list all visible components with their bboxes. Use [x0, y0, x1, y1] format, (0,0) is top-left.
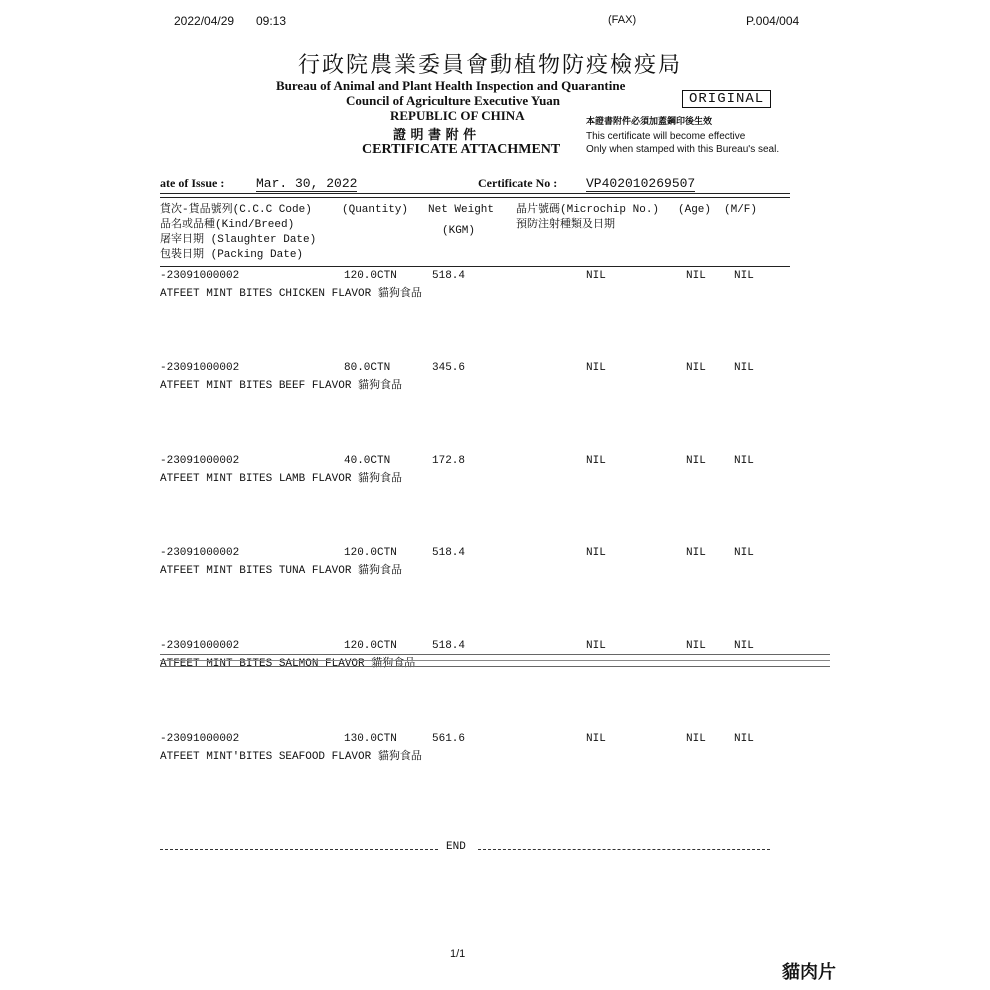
row-sex: NIL [734, 733, 754, 745]
row-sex: NIL [734, 640, 754, 652]
column-vaccine-line: 預防注射種類及日期 [516, 219, 615, 231]
issue-date-label: ate of Issue : [160, 176, 225, 190]
row-microchip: NIL [586, 547, 606, 559]
row-quantity: 120.0CTN [344, 640, 397, 652]
row-age: NIL [686, 455, 706, 467]
column-code-line: 貨次-貨品號列(C.C.C Code) [160, 204, 312, 216]
column-microchip-header [516, 203, 659, 233]
council-name: Council of Agriculture Executive Yuan [346, 93, 561, 108]
column-weight-header [428, 203, 494, 239]
column-code-header [160, 203, 316, 263]
row-microchip: NIL [586, 362, 606, 374]
column-slaughter-line: 屠宰日期 (Slaughter Date) [160, 234, 317, 246]
row-weight: 518.4 [432, 640, 466, 652]
certificate-number-label: Certificate No : [478, 176, 558, 190]
notice-en-1: This certificate will become effective [586, 131, 746, 142]
row-description: ATFEET MINT BITES LAMB FLAVOR 貓狗食品 [160, 473, 403, 485]
row-age: NIL [686, 362, 706, 374]
column-quantity-header: (Quantity) [342, 204, 409, 216]
agency-name-cn: 行政院農業委員會動植物防疫檢疫局 [298, 53, 683, 78]
issue-rule-bottom [160, 197, 790, 198]
column-age-header: (Age) [678, 204, 712, 216]
fax-streak-line [160, 654, 830, 655]
original-stamp: ORIGINAL [682, 90, 771, 108]
row-microchip: NIL [586, 455, 606, 467]
row-weight: 345.6 [432, 362, 466, 374]
column-microchip-line: 晶片號碼(Microchip No.) [516, 204, 660, 216]
row-weight: 518.4 [432, 270, 466, 282]
row-quantity: 40.0CTN [344, 455, 391, 467]
end-dash-left [160, 849, 438, 850]
issue-date-value: Mar. 30, 2022 [256, 176, 358, 191]
notice-cn: 本證書附件必須加蓋鋼印後生效 [586, 117, 713, 127]
row-microchip: NIL [586, 640, 606, 652]
row-code: -23091000002 [160, 270, 240, 282]
row-age: NIL [686, 547, 706, 559]
row-microchip: NIL [586, 270, 606, 282]
row-sex: NIL [734, 362, 754, 374]
row-description: ATFEET MINT'BITES SEAFOOD FLAVOR 貓狗食品 [160, 751, 422, 763]
row-description: ATFEET MINT BITES CHICKEN FLAVOR 貓狗食品 [160, 288, 422, 300]
row-description: ATFEET MINT BITES SALMON FLAVOR 貓狗食品 [160, 658, 416, 670]
column-sex-header: (M/F) [724, 204, 758, 216]
row-code: -23091000002 [160, 640, 240, 652]
fax-time: 09:13 [256, 14, 287, 28]
column-kind-line: 品名或品種(Kind/Breed) [160, 219, 295, 231]
fax-date: 2022/04/29 [174, 14, 235, 28]
row-age: NIL [686, 640, 706, 652]
row-sex: NIL [734, 455, 754, 467]
row-code: -23091000002 [160, 362, 240, 374]
notice-en-2: Only when stamped with this Bureau's seal. [586, 144, 780, 155]
country-name: REPUBLIC OF CHINA [390, 108, 525, 123]
fax-page: P.004/004 [746, 14, 800, 28]
column-weight-line: Net Weight [428, 204, 495, 216]
fax-streak-line [160, 666, 830, 667]
end-dash-right [478, 849, 770, 850]
row-microchip: NIL [586, 733, 606, 745]
row-weight: 518.4 [432, 547, 466, 559]
row-quantity: 120.0CTN [344, 270, 397, 282]
row-quantity: 120.0CTN [344, 547, 397, 559]
row-code: -23091000002 [160, 455, 240, 467]
issue-rule-top [160, 193, 790, 194]
row-sex: NIL [734, 270, 754, 282]
corner-label: 貓肉片 [782, 962, 836, 983]
certificate-title-en: CERTIFICATE ATTACHMENT [362, 142, 561, 157]
row-code: -23091000002 [160, 733, 240, 745]
row-age: NIL [686, 733, 706, 745]
row-description: ATFEET MINT BITES BEEF FLAVOR 貓狗食品 [160, 380, 403, 392]
row-quantity: 80.0CTN [344, 362, 391, 374]
page-number: 1/1 [450, 948, 466, 960]
certificate-number-value: VP402010269507 [586, 176, 696, 191]
fax-mode: (FAX) [608, 14, 637, 26]
column-packing-line: 包裝日期 (Packing Date) [160, 249, 304, 261]
column-weight-unit: (KGM) [442, 225, 476, 237]
end-marker: END [446, 841, 466, 853]
row-quantity: 130.0CTN [344, 733, 397, 745]
row-description: ATFEET MINT BITES TUNA FLAVOR 貓狗食品 [160, 565, 403, 577]
row-weight: 172.8 [432, 455, 466, 467]
row-age: NIL [686, 270, 706, 282]
fax-streak-line [160, 660, 830, 661]
agency-name-en: Bureau of Animal and Plant Health Inspection and Quarantine [276, 78, 626, 93]
row-weight: 561.6 [432, 733, 466, 745]
header-rule [160, 266, 790, 267]
row-sex: NIL [734, 547, 754, 559]
certificate-title-cn: 證 明 書 附 件 [393, 128, 477, 143]
row-code: -23091000002 [160, 547, 240, 559]
